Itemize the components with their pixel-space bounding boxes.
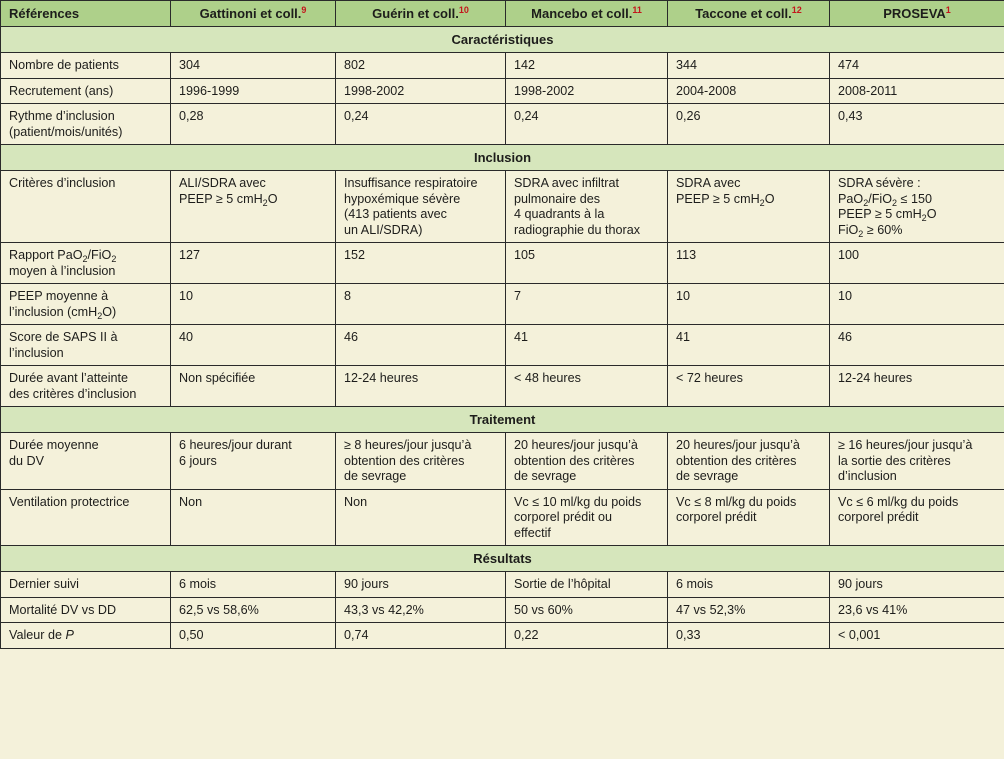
table-cell: 20 heures/jour jusqu’à obtention des critères de sevrage [668,433,830,490]
reference-number: 1 [945,4,951,15]
row-label: Ventilation protectrice [1,489,171,546]
table-cell: 6 heures/jour durant 6 jours [171,433,336,490]
section-row [1,546,1004,572]
section-row [1,27,1004,53]
row-label: Nombre de patients [1,53,171,79]
table-cell: Non [336,489,506,546]
table-cell: < 0,001 [830,623,1004,649]
table-cell: 0,43 [830,104,1004,145]
table-row [1,284,1004,325]
table-cell: 90 jours [336,572,506,598]
table-cell: SDRA avec PEEP ≥ 5 cmH$_2$O [668,171,830,243]
table-cell: 0,26 [668,104,830,145]
table-cell: 0,74 [336,623,506,649]
section-title-traitement: Traitement [1,407,1004,433]
table-cell: 304 [171,53,336,79]
table-row [1,489,1004,546]
header-references: Références [1,1,171,27]
table-cell: 41 [506,325,668,366]
table-cell: 62,5 vs 58,6% [171,597,336,623]
table-cell: 802 [336,53,506,79]
table-row [1,243,1004,284]
reference-number: 9 [301,4,307,15]
table-cell: 2008-2011 [830,78,1004,104]
table-row [1,433,1004,490]
row-label: Rythme d’inclusion (patient/mois/unités) [1,104,171,145]
header-proseva: PROSEVA$^1$ [830,1,1004,27]
table-cell: 12-24 heures [336,366,506,407]
table-cell: Vc ≤ 10 ml/kg du poids corporel prédit ou effectif [506,489,668,546]
row-label: Rapport PaO$_2$/FiO$_2$ moyen à l’inclusion [1,243,171,284]
table-row [1,366,1004,407]
header-row [1,1,1004,27]
table-cell: SDRA sévère : PaO$_2$/FiO$_2$ ≤ 150 PEEP ≥ 5 cmH$_2$O FiO$_2$ ≥ 60% [830,171,1004,243]
header-gattinoni: Gattinoni et coll.$^9$ [171,1,336,27]
table-row [1,623,1004,649]
section-title-resultats: Résultats [1,546,1004,572]
table-cell: 90 jours [830,572,1004,598]
row-label: Valeur de P [1,623,171,649]
table-cell: 100 [830,243,1004,284]
table-cell: ≥ 8 heures/jour jusqu’à obtention des critères de sevrage [336,433,506,490]
header-guerin: Guérin et coll.$^{10}$ [336,1,506,27]
table-cell: 0,50 [171,623,336,649]
table-cell: ALI/SDRA avec PEEP ≥ 5 cmH$_2$O [171,171,336,243]
table-cell: 0,33 [668,623,830,649]
table-cell: 105 [506,243,668,284]
table-cell: 46 [336,325,506,366]
table-row [1,104,1004,145]
table-cell: Sortie de l’hôpital [506,572,668,598]
table-row [1,171,1004,243]
table-cell: 46 [830,325,1004,366]
table-cell: 41 [668,325,830,366]
table-cell: 40 [171,325,336,366]
row-label: Critères d’inclusion [1,171,171,243]
table-cell: 47 vs 52,3% [668,597,830,623]
table-cell: Vc ≤ 8 ml/kg du poids corporel prédit [668,489,830,546]
table-cell: 2004-2008 [668,78,830,104]
table-cell: 43,3 vs 42,2% [336,597,506,623]
table-row [1,325,1004,366]
table-cell: 0,24 [336,104,506,145]
table-cell: 113 [668,243,830,284]
table-cell: Insuffisance respiratoire hypoxémique sévère (413 patients avec un ALI/SDRA) [336,171,506,243]
table-cell: 8 [336,284,506,325]
row-label: Durée avant l’atteinte des critères d’inclusion [1,366,171,407]
section-row [1,145,1004,171]
table-cell: 0,22 [506,623,668,649]
table-cell: 10 [830,284,1004,325]
table-cell: 6 mois [171,572,336,598]
table-cell: 344 [668,53,830,79]
table-cell: ≥ 16 heures/jour jusqu’à la sortie des critères d’inclusion [830,433,1004,490]
table-cell: 142 [506,53,668,79]
table-cell: 127 [171,243,336,284]
row-label: PEEP moyenne à l’inclusion (cmH$_2$O) [1,284,171,325]
table-cell: SDRA avec infiltrat pulmonaire des 4 quadrants à la radiographie du thorax [506,171,668,243]
table-cell: 474 [830,53,1004,79]
table-cell: < 48 heures [506,366,668,407]
table-cell: Non [171,489,336,546]
table-cell: < 72 heures [668,366,830,407]
table-cell: Vc ≤ 6 ml/kg du poids corporel prédit [830,489,1004,546]
row-label: Recrutement (ans) [1,78,171,104]
table-cell: 10 [171,284,336,325]
row-label: Score de SAPS II à l’inclusion [1,325,171,366]
reference-number: 12 [791,4,802,15]
table-cell: 7 [506,284,668,325]
table-row [1,53,1004,79]
table-row [1,78,1004,104]
header-mancebo: Mancebo et coll.$^{11}$ [506,1,668,27]
row-label: Durée moyenne du DV [1,433,171,490]
table-cell: 0,28 [171,104,336,145]
section-row [1,407,1004,433]
table-cell: 23,6 vs 41% [830,597,1004,623]
table-cell: 0,24 [506,104,668,145]
header-taccone: Taccone et coll.$^{12}$ [668,1,830,27]
reference-number: 10 [458,4,469,15]
table-cell: 6 mois [668,572,830,598]
table-cell: Non spécifiée [171,366,336,407]
table-cell: 10 [668,284,830,325]
table-cell: 1998-2002 [336,78,506,104]
table-cell: 20 heures/jour jusqu’à obtention des critères de sevrage [506,433,668,490]
table-cell: 12-24 heures [830,366,1004,407]
reference-number: 11 [632,4,642,15]
row-label: Mortalité DV vs DD [1,597,171,623]
table-cell: 50 vs 60% [506,597,668,623]
table-row [1,597,1004,623]
row-label: Dernier suivi [1,572,171,598]
table-cell: 1998-2002 [506,78,668,104]
table-row [1,572,1004,598]
section-title-inclusion: Inclusion [1,145,1004,171]
table-cell: 152 [336,243,506,284]
table-cell: 1996-1999 [171,78,336,104]
section-title-caracteristiques: Caractéristiques [1,27,1004,53]
